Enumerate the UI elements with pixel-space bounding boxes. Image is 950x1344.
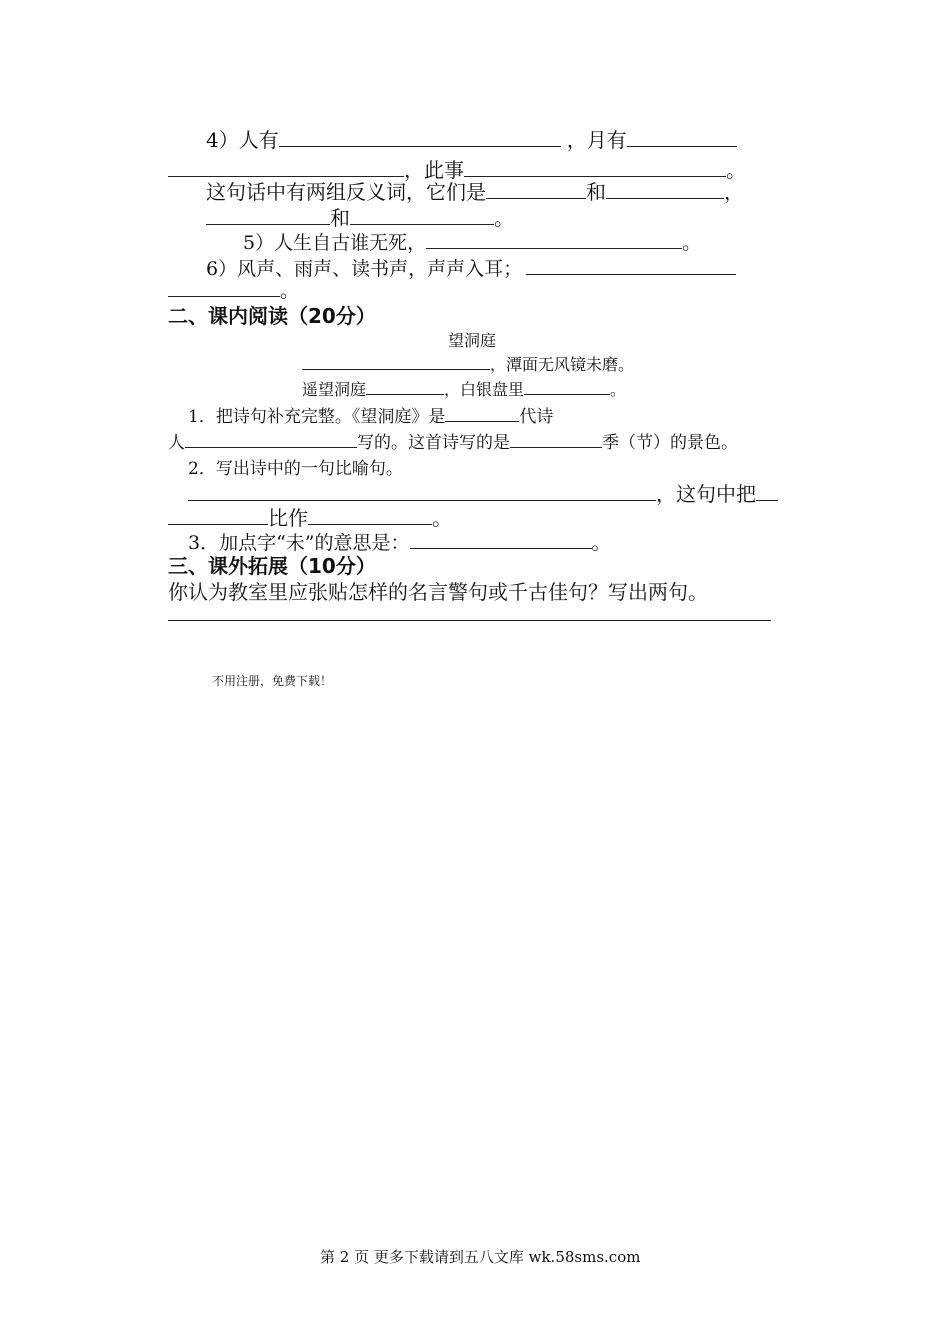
answer-blank[interactable] bbox=[526, 255, 736, 275]
answer-blank[interactable] bbox=[168, 277, 280, 297]
answer-blank[interactable] bbox=[168, 156, 404, 177]
q6-line2 bbox=[168, 276, 299, 303]
q5-text: 5）人生自古谁无死， bbox=[243, 232, 427, 254]
answer-blank[interactable] bbox=[366, 378, 444, 395]
period: 。 bbox=[591, 532, 611, 554]
section3-heading: 三、课外拓展（10分） bbox=[168, 554, 376, 578]
s2-q1-line1 bbox=[188, 402, 553, 427]
answer-blank[interactable] bbox=[308, 504, 432, 525]
poem-line1 bbox=[302, 352, 634, 375]
answer-blank[interactable] bbox=[510, 430, 602, 448]
q5-line bbox=[243, 228, 701, 255]
conjunction: 和 bbox=[330, 206, 350, 230]
s2-q2-line2 bbox=[168, 502, 452, 531]
q4-line3 bbox=[206, 176, 744, 205]
poem-text: 遥望洞庭 bbox=[302, 380, 367, 399]
section3-question: 你认为教室里应张贴怎样的名言警句或千古佳句？写出两句。 bbox=[168, 580, 708, 604]
period: 。 bbox=[726, 158, 746, 182]
answer-blank[interactable] bbox=[350, 204, 494, 225]
q2-text: ，这句中把 bbox=[656, 482, 756, 506]
s2-q1-line2 bbox=[168, 428, 738, 453]
q4-text-b: ，月有 bbox=[566, 128, 627, 152]
q4-text-a: 4）人有 bbox=[206, 128, 279, 152]
answer-blank[interactable] bbox=[185, 430, 357, 448]
comma: ， bbox=[724, 180, 744, 204]
poem-text: ，白银盘里 bbox=[444, 380, 525, 399]
answer-blank[interactable] bbox=[486, 178, 586, 199]
q4-antonym-prompt: 这句话中有两组反义词，它们是 bbox=[206, 180, 486, 204]
q3-text: 3．加点字“未”的意思是： bbox=[188, 532, 410, 554]
answer-blank[interactable] bbox=[627, 126, 737, 147]
conjunction: 和 bbox=[586, 180, 606, 204]
period: 。 bbox=[494, 206, 514, 230]
q6-text: 6）风声、雨声、读书声，声声入耳； bbox=[206, 258, 523, 280]
q1-text: 1．把诗句补充完整。《望洞庭》是 bbox=[188, 407, 446, 427]
q4-text-c: ，此事 bbox=[404, 158, 464, 182]
period: 。 bbox=[432, 506, 452, 530]
answer-blank[interactable] bbox=[426, 229, 682, 249]
answer-blank[interactable] bbox=[168, 504, 268, 525]
answer-blank[interactable] bbox=[524, 378, 610, 395]
period: 。 bbox=[280, 280, 300, 302]
q4-line4 bbox=[206, 202, 514, 231]
poem-text: ，潭面无风镜未磨。 bbox=[490, 355, 635, 374]
answer-blank[interactable] bbox=[188, 480, 656, 501]
answer-blank[interactable] bbox=[410, 529, 592, 549]
answer-blank[interactable] bbox=[302, 353, 490, 370]
q4-line1 bbox=[206, 124, 737, 153]
period: 。 bbox=[610, 380, 627, 399]
download-note: 不用注册，免费下载！ bbox=[212, 674, 333, 688]
answer-blank[interactable] bbox=[756, 480, 778, 501]
section2-heading: 二、课内阅读（20分） bbox=[168, 304, 376, 328]
s2-q2: 2．写出诗中的一句比喻句。 bbox=[188, 459, 403, 479]
answer-blank[interactable] bbox=[206, 204, 330, 225]
answer-blank[interactable] bbox=[606, 178, 724, 199]
poem-title: 望洞庭 bbox=[448, 331, 497, 350]
period: 。 bbox=[682, 232, 702, 254]
answer-blank[interactable] bbox=[445, 404, 519, 422]
page-footer: 第 2 页 更多下载请到五八文库 wk.58sms.com bbox=[320, 1248, 641, 1266]
q1-text: 人 bbox=[168, 433, 185, 453]
poem-line2 bbox=[302, 377, 626, 400]
answer-line[interactable] bbox=[168, 620, 771, 621]
answer-blank[interactable] bbox=[464, 156, 726, 177]
q2-text: 比作 bbox=[268, 506, 308, 530]
answer-blank[interactable] bbox=[279, 126, 561, 147]
q1-text: 季（节）的景色。 bbox=[602, 433, 738, 453]
q1-text: 写的。这首诗写的是 bbox=[357, 433, 510, 453]
q1-text: 代诗 bbox=[519, 407, 554, 427]
